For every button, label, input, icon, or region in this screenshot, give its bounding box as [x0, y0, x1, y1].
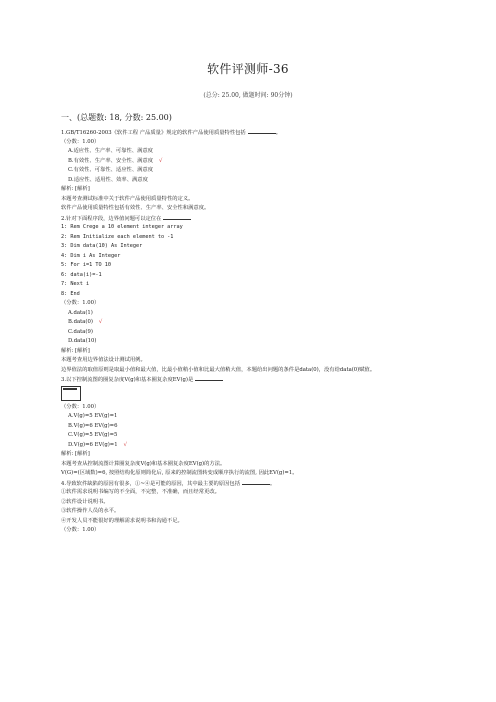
question-1-option-c: C.有效性、可靠性、适应性、满意度	[68, 167, 154, 173]
question-1-option-d: D.适应性、适用性、效率、满意度	[68, 176, 148, 183]
code-line: 6: data(i)=-1	[61, 271, 102, 278]
question-3-stem: 3.以下控制流图的圈复杂度V(g)和基本圈复杂度EV(g)是	[61, 377, 194, 383]
question-3-analysis-line: 本题考查从控制流图计算圈复杂度V(g)和基本圈复杂度EV(g)的方法。	[61, 460, 226, 467]
question-1-score: （分数：1.00）	[61, 138, 100, 145]
question-1-stem: 1.GB/T16260-2003《软件工程 产品质量》规定的软件产品使用质量特性包括	[61, 130, 246, 136]
question-2	[61, 214, 441, 224]
answer-blank	[163, 214, 191, 220]
question-3-analysis-label: 解析: [解析]	[61, 451, 90, 457]
question-2-stem: 2.针对下面程序段，边界值问题可以定位在	[61, 215, 162, 222]
code-line: 8: End	[61, 290, 80, 297]
question-2-analysis-line: 本题考查用边界值法设计测试用例。	[61, 357, 146, 363]
question-list	[61, 128, 441, 536]
code-line: 1: Rem Crege a 10 element integer array	[61, 224, 183, 230]
question-3-score: （分数：1.00）	[61, 403, 100, 410]
question-1-analysis-line: 本题考查测试标准中关于软件产品使用质量特性的定义。	[61, 195, 194, 202]
page-subtitle: (总分: 25.00, 做题时间: 90分钟)	[203, 92, 293, 99]
code-line: 2: Rem Initialize each element to -1	[61, 233, 174, 240]
question-3-option-a: A.V(g)=5 EV(g)=1	[68, 413, 118, 419]
question-2-option-c: C.data(9)	[68, 328, 93, 335]
question-4-item: ③软件操作人员的水平。	[61, 508, 120, 514]
question-2-option-d: D.data(10)	[68, 338, 97, 344]
question-1-option-b: B.有效性、生产率、安全性、满意度 √	[68, 157, 163, 164]
question-2-option-b: B.data(0) √	[68, 319, 103, 325]
question-2-analysis-line: 边界值法的取值原则是取最小值和最大值，比最小值稍小值和比最大值稍大值，本题给出问题的条件是data(0)，没有给data(0)赋值。	[61, 366, 376, 373]
correct-check-icon: √	[123, 441, 127, 448]
question-4-item: ②软件设计说明书。	[61, 498, 109, 505]
control-flow-graph-image	[61, 386, 81, 401]
correct-check-icon: √	[98, 319, 103, 325]
question-4-item: ④开发人员不能很好的理解需求说明书和沟通不足。	[61, 517, 183, 524]
question-1: 1.GB/T16260-2003《软件工程 产品质量》规定的软件产品使用质量特性包括 。	[61, 130, 282, 136]
question-4: 4.导致软件缺陷的原因有很多，①~④是可能的原因，其中最主要的原因包括 。	[61, 480, 276, 487]
question-3-analysis-line: V(G)=(区域数)=6, 按照结构化原则简化后, 原来的控制流图转变成顺序执行的流图, 因此EV(g)=1。	[61, 470, 298, 476]
code-line: 3: Dim data(10) As Integer	[61, 243, 143, 249]
code-line: 4: Dim i As Integer	[61, 252, 121, 259]
answer-blank	[248, 128, 276, 134]
page-title: 软件评测师-36	[207, 62, 289, 76]
question-3-option-b: B.V(g)=6 EV(g)=6	[68, 422, 118, 429]
code-line: 5: For i=1 TO 10	[61, 262, 111, 268]
question-3-option-c: C.V(g)=5 EV(g)=5	[68, 432, 118, 438]
question-1-analysis-line: 软件产品使用质量特性包括有效性、生产率、安全性和满意度。	[61, 205, 210, 211]
section-heading: 一、(总题数: 18, 分数: 25.00)	[61, 113, 172, 122]
question-2-score: （分数：1.00）	[61, 300, 100, 306]
question-1-option-a: A.适应性、生产率、可靠性、满意度	[68, 148, 153, 154]
question-1-analysis-label: 解析: [解析]	[61, 186, 90, 192]
answer-blank	[195, 375, 223, 381]
question-4-item: ①软件需求说明书编写的不全面，不完整，不准确，而且经常更改。	[61, 489, 220, 495]
question-2-analysis-label: 解析: [解析]	[61, 347, 90, 354]
question-4-stem: 4.导致软件缺陷的原因有很多，①~④是可能的原因，其中最主要的原因包括	[61, 480, 240, 487]
question-3-option-d: D.V(g)=6 EV(g)=1 √	[68, 441, 127, 448]
question-4-score: （分数：1.00）	[61, 527, 100, 533]
question-3	[61, 375, 441, 385]
correct-check-icon: √	[159, 157, 163, 164]
answer-blank	[242, 479, 270, 485]
code-line: 7: Next i	[61, 281, 90, 287]
question-2-option-a: A.data(1)	[68, 309, 93, 316]
